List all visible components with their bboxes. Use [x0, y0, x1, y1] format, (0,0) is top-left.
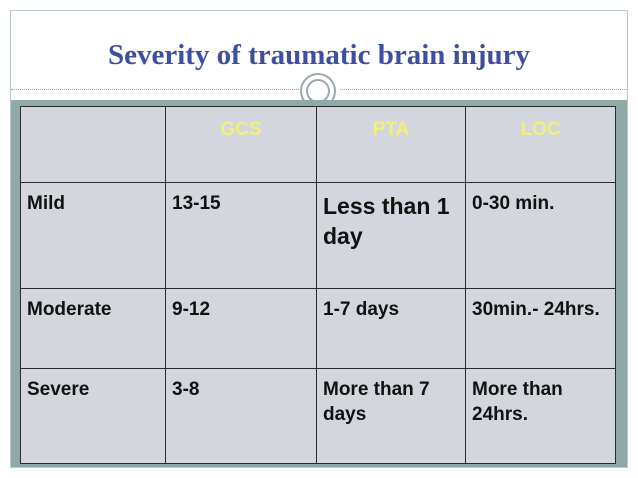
table-header-row	[21, 107, 616, 183]
row-label-severe: Severe	[21, 369, 166, 464]
slide-title: Severity of traumatic brain injury	[107, 39, 531, 71]
row-label-moderate: Moderate	[21, 289, 166, 369]
loc-cell: More than 24hrs.	[466, 369, 616, 464]
header-cell-loc: LOC	[466, 107, 616, 183]
table-row	[21, 183, 616, 289]
table-row	[21, 369, 616, 464]
pta-cell: 1-7 days	[317, 289, 466, 369]
gcs-cell: 3-8	[166, 369, 317, 464]
loc-cell: 30min.- 24hrs.	[466, 289, 616, 369]
header-cell-pta: PTA	[317, 107, 466, 183]
severity-table	[20, 106, 616, 464]
pta-cell: Less than 1 day	[317, 183, 466, 289]
row-label-mild: Mild	[21, 183, 166, 289]
header-cell-empty	[21, 107, 166, 183]
pta-cell: More than 7 days	[317, 369, 466, 464]
header-cell-gcs: GCS	[166, 107, 317, 183]
divider-right	[340, 89, 627, 90]
loc-cell: 0-30 min.	[466, 183, 616, 289]
severity-table-container	[20, 106, 615, 463]
gcs-cell: 9-12	[166, 289, 317, 369]
gcs-cell: 13-15	[166, 183, 317, 289]
divider-left	[11, 89, 299, 90]
table-row	[21, 289, 616, 369]
